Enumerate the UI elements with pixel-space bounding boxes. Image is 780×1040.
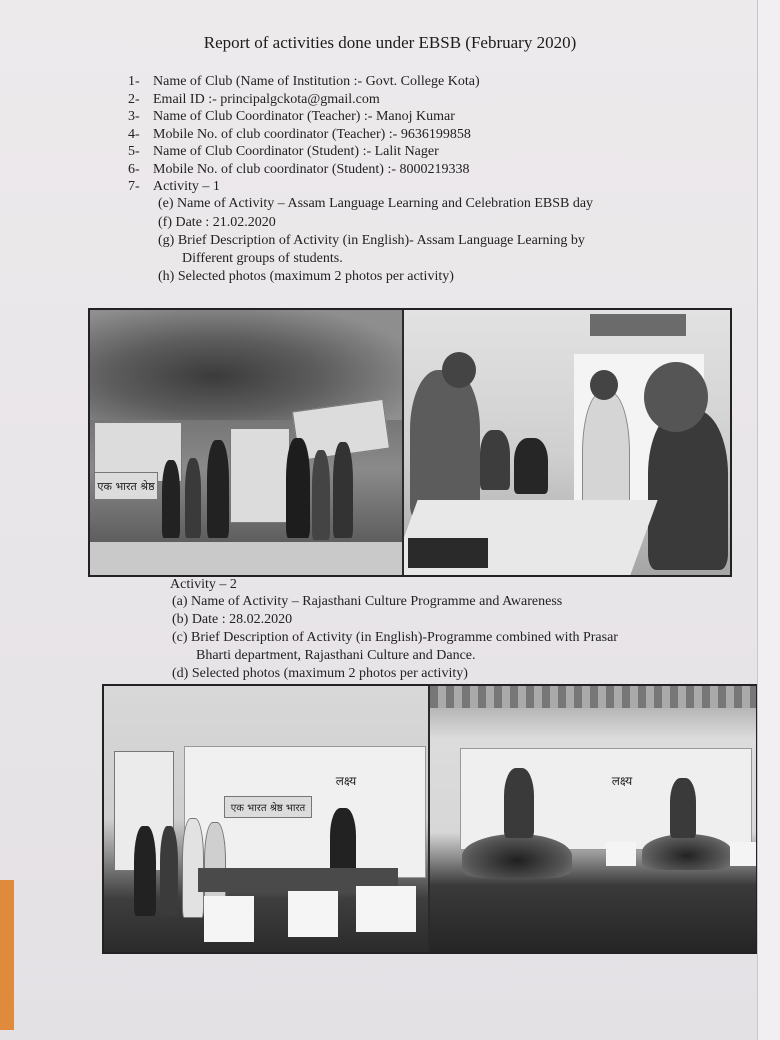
activity2-name: (a) Name of Activity – Rajasthani Culture Programme and Awareness (172, 594, 563, 609)
person-figure (162, 460, 180, 538)
white-table (730, 842, 756, 866)
activity1-date: (f) Date : 21.02.2020 (158, 215, 276, 230)
dancer-figure (504, 768, 534, 838)
person-figure (648, 410, 728, 570)
activity1-photos-label: (h) Selected photos (maximum 2 photos per activity) (158, 269, 454, 284)
ek-bharat-banner: एक भारत श्रेष्ठ (94, 472, 158, 500)
person-head (644, 362, 708, 432)
person-figure (514, 438, 548, 494)
activity1-description: (g) Brief Description of Activity (in English)- Assam Language Learning by (158, 233, 585, 248)
person-figure (160, 826, 178, 916)
list-item: 3- Name of Club Coordinator (Teacher) :- Manoj Kumar (128, 109, 455, 124)
dancer-skirt (642, 834, 732, 870)
list-item: 1- Name of Club (Name of Institution :- Govt. College Kota) (128, 74, 480, 89)
person-figure (286, 438, 310, 538)
list-item: 5- Name of Club Coordinator (Student) :- Lalit Nager (128, 144, 439, 159)
activity2-heading: Activity – 2 (170, 577, 237, 592)
activity2-description-cont: Bharti department, Rajasthani Culture and Dance. (196, 648, 476, 663)
wall-window (590, 314, 686, 336)
person-figure (312, 450, 330, 540)
activity2-date: (b) Date : 28.02.2020 (172, 612, 293, 627)
white-table (288, 891, 338, 937)
activity1-name: (e) Name of Activity – Assam Language Learning and Celebration EBSB day (158, 196, 594, 211)
list-item: 4- Mobile No. of club coordinator (Teacher) :- 9636199858 (128, 126, 471, 142)
club-details-list (128, 73, 480, 196)
person-head (590, 370, 618, 400)
indoor-selfie-photo (404, 310, 730, 575)
white-table (606, 842, 636, 866)
table (90, 542, 402, 575)
report-title: Report of activities done under EBSB (February 2020) (203, 33, 577, 52)
person-figure (134, 826, 156, 916)
activity1-description-cont: Different groups of students. (182, 251, 343, 266)
activity1-photos (88, 308, 732, 577)
list-item: 2- Email ID :- principalgckota@gmail.com (128, 91, 380, 107)
white-table (356, 886, 416, 932)
ceiling (430, 686, 756, 708)
person-figure (410, 370, 480, 520)
white-table (204, 896, 254, 942)
orange-edge (0, 880, 14, 1030)
outdoor-event-photo (90, 310, 402, 575)
lakshya-logo: लक्ष्य (590, 768, 654, 792)
person-figure (185, 458, 201, 538)
person-figure (333, 442, 353, 538)
activity2-photos-label: (d) Selected photos (maximum 2 photos per activity) (172, 666, 468, 681)
dancer-skirt (462, 834, 572, 878)
lakshya-logo: लक्ष्य (316, 768, 376, 792)
dancer-figure (670, 778, 696, 838)
dance-photo (430, 686, 756, 952)
list-item: 6- Mobile No. of club coordinator (Student) :- 8000219338 (128, 161, 470, 177)
person-figure (480, 430, 510, 490)
stage-photo (104, 686, 428, 952)
person-figure (207, 440, 229, 538)
ek-bharat-banner: एक भारत श्रेष्ठ भारत (224, 796, 312, 818)
activity2-photos (102, 684, 758, 954)
poster-board (230, 428, 290, 523)
box (408, 538, 488, 568)
activity2-description: (c) Brief Description of Activity (in English)-Programme combined with Prasar (172, 630, 618, 645)
adjacent-page-edge (757, 0, 780, 1040)
person-head (442, 352, 476, 388)
list-item: 7- Activity – 1 (128, 179, 220, 194)
